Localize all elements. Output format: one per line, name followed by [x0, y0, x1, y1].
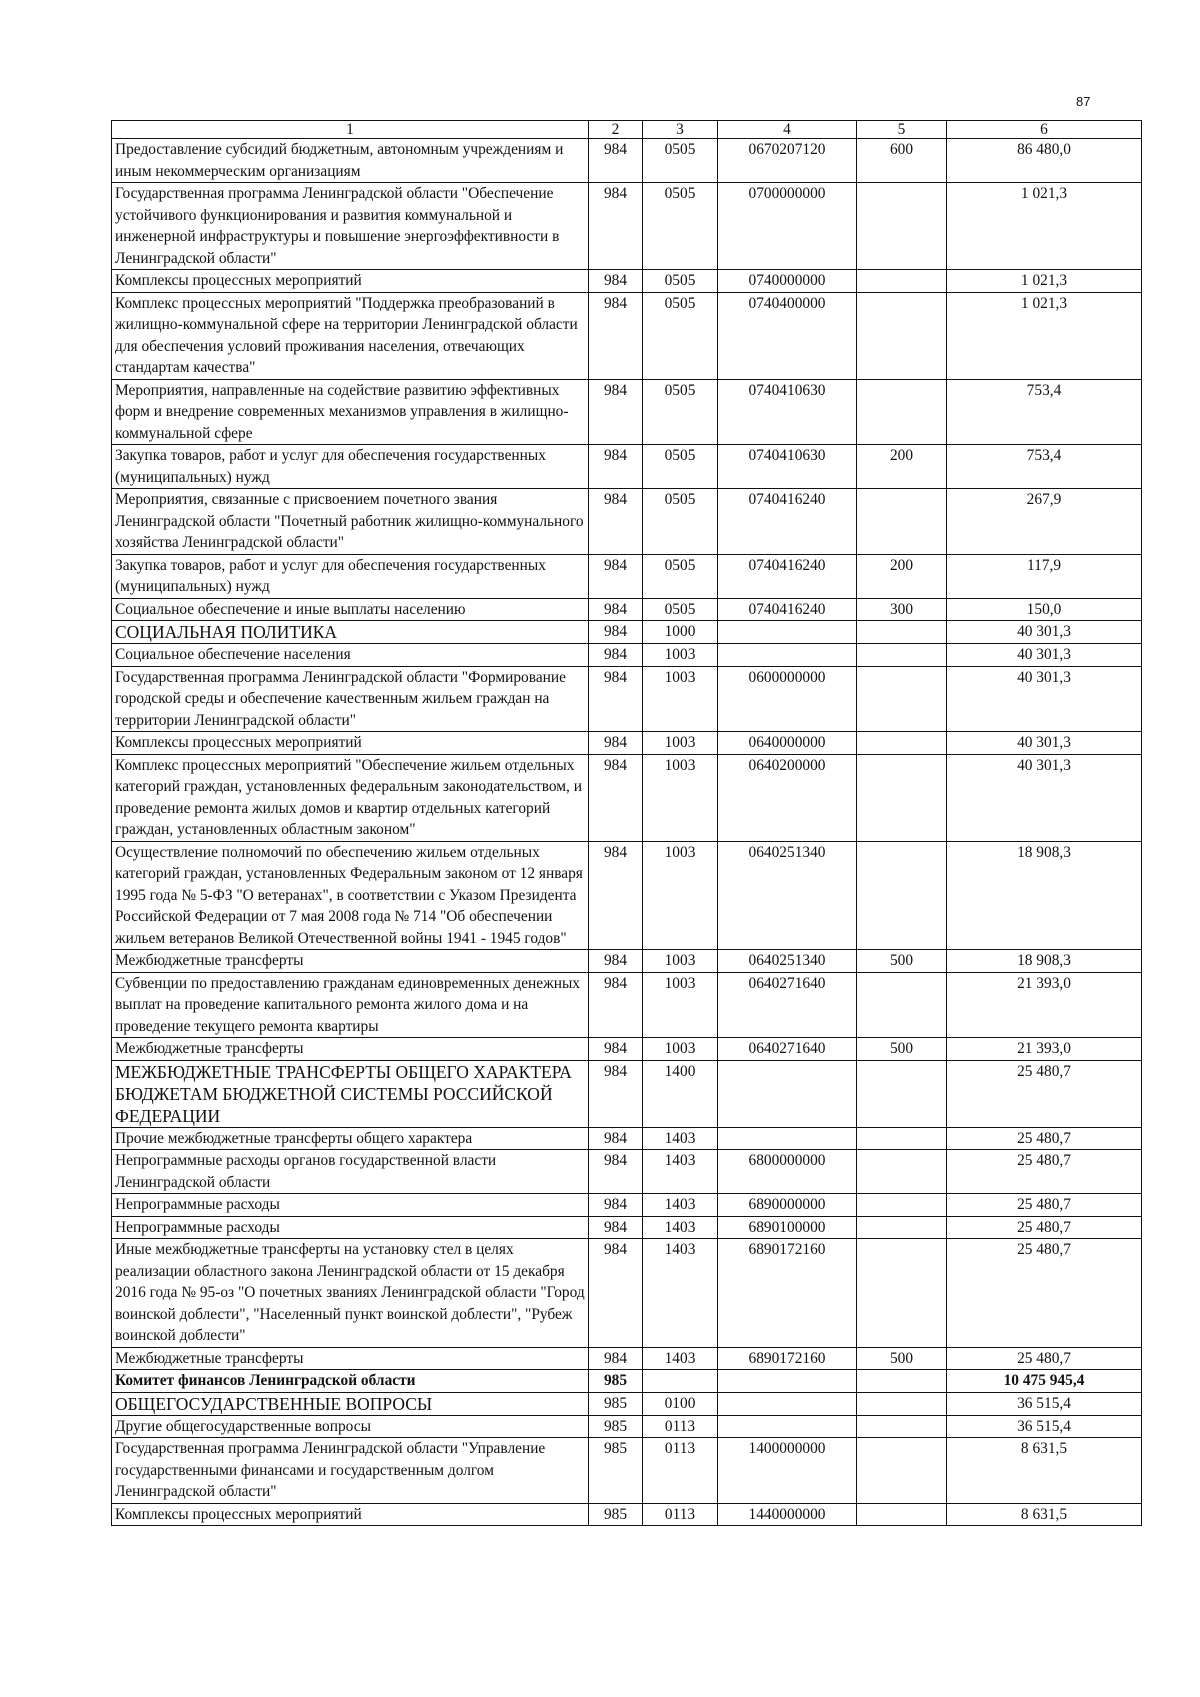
ministry-code: 984: [589, 183, 643, 270]
expense-type-code: [857, 270, 947, 293]
section-code: 1403: [643, 1150, 718, 1194]
section-code: 0100: [643, 1392, 718, 1415]
expense-name: Государственная программа Ленинградской области "Управление государственными финансами и государственным долгом Ленинградской области": [112, 1438, 589, 1504]
header-col-4: 4: [718, 121, 857, 139]
expense-type-code: [857, 621, 947, 644]
table-row: [112, 1438, 1142, 1504]
table-row: [112, 754, 1142, 841]
table-row: [112, 1127, 1142, 1150]
section-code: 0505: [643, 554, 718, 598]
target-article-code: [718, 1127, 857, 1150]
table-row: [112, 1370, 1142, 1393]
expense-name: Комплекс процессных мероприятий "Поддержка преобразований в жилищно-коммунальной сфере на территории Ленинградской области для обеспечения условий проживания населения, отвечающих стандартам качества": [112, 292, 589, 379]
amount: 1 021,3: [947, 292, 1142, 379]
target-article-code: 0740410630: [718, 445, 857, 489]
target-article-code: 0700000000: [718, 183, 857, 270]
amount: 8 631,5: [947, 1438, 1142, 1504]
ministry-code: 984: [589, 1127, 643, 1150]
amount: 40 301,3: [947, 621, 1142, 644]
table-row: [112, 1216, 1142, 1239]
expense-name: Непрограммные расходы: [112, 1194, 589, 1217]
expense-type-code: 500: [857, 1038, 947, 1061]
ministry-code: 984: [589, 598, 643, 621]
section-code: 1003: [643, 950, 718, 973]
expense-name: МЕЖБЮДЖЕТНЫЕ ТРАНСФЕРТЫ ОБЩЕГО ХАРАКТЕРА БЮДЖЕТАМ БЮДЖЕТНОЙ СИСТЕМЫ РОССИЙСКОЙ ФЕДЕРАЦИИ: [112, 1060, 589, 1127]
table-row: [112, 270, 1142, 293]
amount: 753,4: [947, 445, 1142, 489]
section-code: 1003: [643, 972, 718, 1038]
section-code: 1003: [643, 644, 718, 667]
expense-type-code: 500: [857, 950, 947, 973]
target-article-code: [718, 644, 857, 667]
expense-type-code: [857, 1503, 947, 1526]
table-row: [112, 1415, 1142, 1438]
table-row: [112, 950, 1142, 973]
expense-name: Комплексы процессных мероприятий: [112, 732, 589, 755]
amount: 1 021,3: [947, 183, 1142, 270]
expense-type-code: [857, 1239, 947, 1348]
amount: 117,9: [947, 554, 1142, 598]
expense-type-code: [857, 644, 947, 667]
section-code: 1403: [643, 1127, 718, 1150]
section-code: 0505: [643, 270, 718, 293]
table-row: [112, 644, 1142, 667]
ministry-code: 984: [589, 1150, 643, 1194]
amount: 18 908,3: [947, 841, 1142, 950]
amount: 25 480,7: [947, 1150, 1142, 1194]
ministry-code: 984: [589, 732, 643, 755]
target-article-code: 0640271640: [718, 1038, 857, 1061]
ministry-code: 984: [589, 666, 643, 732]
target-article-code: [718, 1370, 857, 1393]
table-row: [112, 554, 1142, 598]
table-row: [112, 445, 1142, 489]
target-article-code: 0740416240: [718, 598, 857, 621]
target-article-code: 0640200000: [718, 754, 857, 841]
page-number: 87: [1076, 94, 1091, 109]
expense-type-code: [857, 1392, 947, 1415]
expense-type-code: [857, 1150, 947, 1194]
expense-name: Межбюджетные трансферты: [112, 950, 589, 973]
ministry-code: 984: [589, 379, 643, 445]
expense-name: Осуществление полномочий по обеспечению жильем отдельных категорий граждан, установленных Федеральным законом от 12 января 1995 года № 5-ФЗ "О ветеранах", в соответствии с Указом Президента Российской Федерации от 7 мая 2008 года № 714 "Об обеспечении жильем ветеранов Великой Отечественной войны 1941 - 1945 годов": [112, 841, 589, 950]
expense-name: Прочие межбюджетные трансферты общего характера: [112, 1127, 589, 1150]
header-col-5: 5: [857, 121, 947, 139]
expense-name: Комплексы процессных мероприятий: [112, 270, 589, 293]
section-code: 0505: [643, 183, 718, 270]
section-code: 0505: [643, 489, 718, 555]
target-article-code: [718, 1060, 857, 1127]
ministry-code: 985: [589, 1503, 643, 1526]
expense-type-code: [857, 292, 947, 379]
expense-name: Межбюджетные трансферты: [112, 1347, 589, 1370]
section-code: 1403: [643, 1347, 718, 1370]
expense-type-code: [857, 666, 947, 732]
section-code: 1003: [643, 754, 718, 841]
expense-type-code: [857, 1194, 947, 1217]
expense-name: Социальное обеспечение населения: [112, 644, 589, 667]
ministry-code: 984: [589, 1347, 643, 1370]
ministry-code: 984: [589, 1038, 643, 1061]
target-article-code: 0600000000: [718, 666, 857, 732]
expense-name: Межбюджетные трансферты: [112, 1038, 589, 1061]
table-row: [112, 292, 1142, 379]
table-row: [112, 139, 1142, 183]
section-code: 1403: [643, 1239, 718, 1348]
ministry-code: 984: [589, 841, 643, 950]
section-code: 1003: [643, 732, 718, 755]
expense-name: Государственная программа Ленинградской области "Формирование городской среды и обеспечение качественным жильем граждан на территории Ленинградской области": [112, 666, 589, 732]
expense-name: ОБЩЕГОСУДАРСТВЕННЫЕ ВОПРОСЫ: [112, 1392, 589, 1415]
ministry-code: 984: [589, 270, 643, 293]
target-article-code: [718, 1415, 857, 1438]
expense-type-code: [857, 841, 947, 950]
expense-type-code: [857, 732, 947, 755]
amount: 150,0: [947, 598, 1142, 621]
amount: 36 515,4: [947, 1415, 1142, 1438]
expense-name: Социальное обеспечение и иные выплаты населению: [112, 598, 589, 621]
target-article-code: 0640251340: [718, 950, 857, 973]
amount: 8 631,5: [947, 1503, 1142, 1526]
target-article-code: 0740410630: [718, 379, 857, 445]
amount: 21 393,0: [947, 1038, 1142, 1061]
table-row: [112, 1038, 1142, 1061]
section-code: 1403: [643, 1194, 718, 1217]
expense-type-code: [857, 183, 947, 270]
target-article-code: 0640000000: [718, 732, 857, 755]
amount: 753,4: [947, 379, 1142, 445]
target-article-code: 0740416240: [718, 554, 857, 598]
amount: 25 480,7: [947, 1239, 1142, 1348]
section-code: 1003: [643, 1038, 718, 1061]
header-col-2: 2: [589, 121, 643, 139]
table-row: [112, 1503, 1142, 1526]
header-col-3: 3: [643, 121, 718, 139]
target-article-code: 0670207120: [718, 139, 857, 183]
amount: 40 301,3: [947, 754, 1142, 841]
amount: 86 480,0: [947, 139, 1142, 183]
amount: 25 480,7: [947, 1347, 1142, 1370]
ministry-code: 984: [589, 621, 643, 644]
section-code: 0113: [643, 1415, 718, 1438]
budget-table: [111, 120, 1142, 1526]
amount: 40 301,3: [947, 732, 1142, 755]
section-code: 0505: [643, 139, 718, 183]
expense-name: Закупка товаров, работ и услуг для обеспечения государственных (муниципальных) нужд: [112, 554, 589, 598]
ministry-code: 985: [589, 1392, 643, 1415]
section-code: 0505: [643, 598, 718, 621]
target-article-code: 6890000000: [718, 1194, 857, 1217]
ministry-code: 984: [589, 445, 643, 489]
section-code: 0505: [643, 379, 718, 445]
amount: 25 480,7: [947, 1194, 1142, 1217]
amount: 36 515,4: [947, 1392, 1142, 1415]
target-article-code: 0740400000: [718, 292, 857, 379]
table-row: [112, 666, 1142, 732]
expense-name: Комитет финансов Ленинградской области: [112, 1370, 589, 1393]
expense-type-code: [857, 1415, 947, 1438]
expense-name: Государственная программа Ленинградской области "Обеспечение устойчивого функционирования и развития коммунальной и инженерной инфраструктуры и повышение энергоэффективности в Ленинградской области": [112, 183, 589, 270]
expense-type-code: [857, 1216, 947, 1239]
table-row: [112, 1239, 1142, 1348]
amount: 25 480,7: [947, 1216, 1142, 1239]
expense-type-code: [857, 489, 947, 555]
expense-type-code: [857, 754, 947, 841]
ministry-code: 984: [589, 754, 643, 841]
ministry-code: 984: [589, 1239, 643, 1348]
target-article-code: 6890172160: [718, 1239, 857, 1348]
expense-name: Мероприятия, связанные с присвоением почетного звания Ленинградской области "Почетный работник жилищно-коммунального хозяйства Ленинградской области": [112, 489, 589, 555]
section-code: 0113: [643, 1503, 718, 1526]
ministry-code: 984: [589, 1194, 643, 1217]
header-col-1: 1: [112, 121, 589, 139]
expense-name: Закупка товаров, работ и услуг для обеспечения государственных (муниципальных) нужд: [112, 445, 589, 489]
ministry-code: 985: [589, 1438, 643, 1504]
table-row: [112, 379, 1142, 445]
expense-type-code: [857, 1370, 947, 1393]
expense-name: Предоставление субсидий бюджетным, автономным учреждениям и иным некоммерческим организациям: [112, 139, 589, 183]
table-row: [112, 1392, 1142, 1415]
amount: 18 908,3: [947, 950, 1142, 973]
ministry-code: 985: [589, 1370, 643, 1393]
section-code: 0113: [643, 1438, 718, 1504]
expense-name: Непрограммные расходы органов государственной власти Ленинградской области: [112, 1150, 589, 1194]
expense-name: Комплексы процессных мероприятий: [112, 1503, 589, 1526]
ministry-code: 984: [589, 972, 643, 1038]
amount: 21 393,0: [947, 972, 1142, 1038]
ministry-code: 984: [589, 644, 643, 667]
section-code: 0505: [643, 292, 718, 379]
expense-name: Субвенции по предоставлению гражданам единовременных денежных выплат на проведение капитального ремонта жилого дома и на проведение текущего ремонта квартиры: [112, 972, 589, 1038]
target-article-code: 0640251340: [718, 841, 857, 950]
target-article-code: [718, 1392, 857, 1415]
target-article-code: 0740000000: [718, 270, 857, 293]
expense-type-code: 600: [857, 139, 947, 183]
table-row: [112, 1150, 1142, 1194]
target-article-code: 1440000000: [718, 1503, 857, 1526]
amount: 25 480,7: [947, 1060, 1142, 1127]
ministry-code: 984: [589, 489, 643, 555]
header-row: [112, 121, 1142, 139]
expense-name: Иные межбюджетные трансферты на установку стел в целях реализации областного закона Ленинградской области от 15 декабря 2016 года № 95-оз "О почетных званиях Ленинградской области "Город воинской доблести", "Населенный пункт воинской доблести", "Рубеж воинской доблести": [112, 1239, 589, 1348]
amount: 1 021,3: [947, 270, 1142, 293]
expense-name: Другие общегосударственные вопросы: [112, 1415, 589, 1438]
target-article-code: 0740416240: [718, 489, 857, 555]
target-article-code: 6800000000: [718, 1150, 857, 1194]
ministry-code: 985: [589, 1415, 643, 1438]
section-code: 0505: [643, 445, 718, 489]
table-row: [112, 1347, 1142, 1370]
ministry-code: 984: [589, 1216, 643, 1239]
amount: 40 301,3: [947, 644, 1142, 667]
target-article-code: 0640271640: [718, 972, 857, 1038]
ministry-code: 984: [589, 554, 643, 598]
section-code: 1000: [643, 621, 718, 644]
expense-type-code: 200: [857, 554, 947, 598]
ministry-code: 984: [589, 950, 643, 973]
amount: 10 475 945,4: [947, 1370, 1142, 1393]
section-code: 1003: [643, 666, 718, 732]
target-article-code: 6890100000: [718, 1216, 857, 1239]
ministry-code: 984: [589, 1060, 643, 1127]
expense-type-code: [857, 1127, 947, 1150]
table-row: [112, 598, 1142, 621]
table-row: [112, 489, 1142, 555]
table-row: [112, 1194, 1142, 1217]
section-code: [643, 1370, 718, 1393]
table-row: [112, 841, 1142, 950]
table-row: [112, 972, 1142, 1038]
expense-name: Комплекс процессных мероприятий "Обеспечение жильем отдельных категорий граждан, установленных федеральным законодательством, и проведение ремонта жилых домов и квартир отдельных категорий граждан, установленных областным законом": [112, 754, 589, 841]
table-row: [112, 732, 1142, 755]
expense-type-code: [857, 1060, 947, 1127]
expense-name: Мероприятия, направленные на содействие развитию эффективных форм и внедрение современных механизмов управления в жилищно-коммунальной сфере: [112, 379, 589, 445]
section-code: 1400: [643, 1060, 718, 1127]
table-row: [112, 1060, 1142, 1127]
amount: 267,9: [947, 489, 1142, 555]
expense-type-code: 500: [857, 1347, 947, 1370]
expense-type-code: [857, 972, 947, 1038]
expense-name: СОЦИАЛЬНАЯ ПОЛИТИКА: [112, 621, 589, 644]
section-code: 1403: [643, 1216, 718, 1239]
table-row: [112, 621, 1142, 644]
ministry-code: 984: [589, 139, 643, 183]
amount: 40 301,3: [947, 666, 1142, 732]
expense-type-code: 300: [857, 598, 947, 621]
expense-type-code: 200: [857, 445, 947, 489]
expense-type-code: [857, 1438, 947, 1504]
table-row: [112, 183, 1142, 270]
section-code: 1003: [643, 841, 718, 950]
expense-type-code: [857, 379, 947, 445]
table-body: [112, 139, 1142, 1526]
target-article-code: [718, 621, 857, 644]
header-col-6: 6: [947, 121, 1142, 139]
expense-name: Непрограммные расходы: [112, 1216, 589, 1239]
target-article-code: 6890172160: [718, 1347, 857, 1370]
amount: 25 480,7: [947, 1127, 1142, 1150]
target-article-code: 1400000000: [718, 1438, 857, 1504]
ministry-code: 984: [589, 292, 643, 379]
